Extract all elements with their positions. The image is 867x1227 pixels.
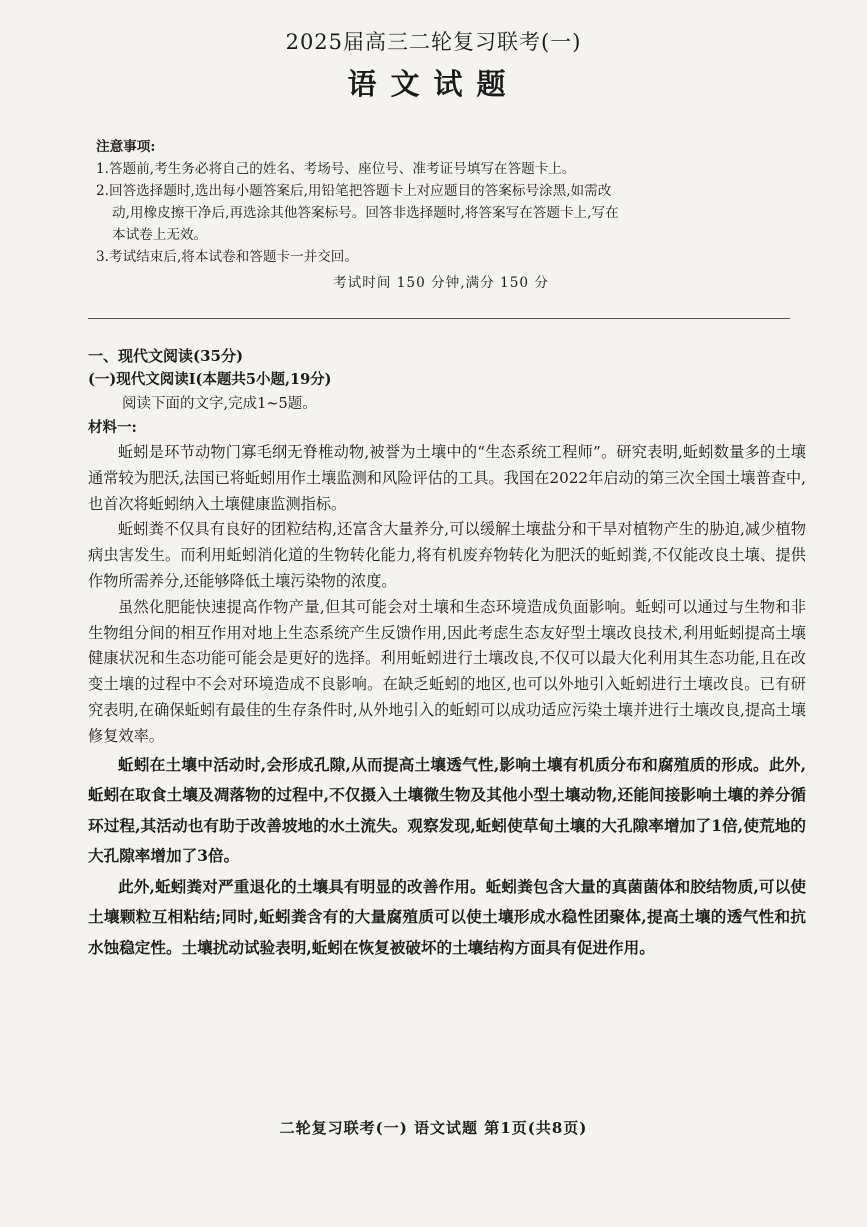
exam-title: 2025届高三二轮复习联考(一) <box>285 30 582 54</box>
notice-title: 注意事项: <box>96 139 156 155</box>
paragraph-1: 蚯蚓是环节动物门寡毛纲无脊椎动物,被誉为土壤中的“生态系统工程师”。研究表明,蚯蚓数量多的土壤通常较为肥沃,法国已将蚯蚓用作土壤监测和风险评估的工具。我国在2022年启动的第三次全国土壤普查中,也首次将蚯蚓纳入土壤健康监测指标。 <box>88 443 806 513</box>
material-title: 材料一: <box>88 419 137 436</box>
notice-block <box>96 136 786 294</box>
exam-subject: 语文试题 <box>347 67 520 101</box>
notice-item-2c: 本试卷上无效。 <box>112 227 208 243</box>
paragraph-3: 虽然化肥能快速提高作物产量,但其可能会对土壤和生态环境造成负面影响。蚯蚓可以通过与生物和非生物组分间的相互作用对地上生态系统产生反馈作用,因此考虑生态友好型土壤改良技术,利用蚯蚓提高土壤健康状况和生态功能可能会是更好的选择。利用蚯蚓进行土壤改良,不仅可以最大化利用其生态功能,且在改变土壤的过程中不会对环境造成不良影响。在缺乏蚯蚓的地区,也可以外地引入蚯蚓进行土壤改良。已有研究表明,在确保蚯蚓有最佳的生存条件时,从外地引入的蚯蚓可以成功适应污染土壤并进行土壤改良,提高土壤修复效率。 <box>88 597 806 745</box>
paragraph-2: 蚯蚓粪不仅具有良好的团粒结构,还富含大量养分,可以缓解土壤盐分和干旱对植物产生的胁迫,减少植物病虫害发生。而利用蚯蚓消化道的生物转化能力,将有机废弃物转化为肥沃的蚯蚓粪,不仅能改良土壤、提供作物所需养分,还能够降低土壤污染物的浓度。 <box>88 520 806 590</box>
notice-item-2b: 动,用橡皮擦干净后,再选涂其他答案标号。回答非选择题时,将答案写在答题卡上,写在 <box>112 205 619 221</box>
notice-item-3: 3.考试结束后,将本试卷和答题卡一并交回。 <box>96 249 358 265</box>
instruction: 阅读下面的文字,完成1~5题。 <box>122 396 317 412</box>
notice-item-1: 1.答题前,考生务必将自己的姓名、考场号、座位号、准考证号填写在答题卡上。 <box>96 161 576 177</box>
paragraph-5: 此外,蚯蚓粪对严重退化的土壤具有明显的改善作用。蚯蚓粪包含大量的真菌菌体和胶结物质,可以使土壤颗粒互相粘结;同时,蚯蚓粪含有的大量腐殖质可以使土壤形成水稳性团聚体,提高土壤的透气性和抗水蚀稳定性。土壤扰动试验表明,蚯蚓在恢复被破坏的土壤结构方面具有促进作用。 <box>88 876 806 957</box>
section-title: 一、现代文阅读(35分) <box>88 347 244 365</box>
reading-section <box>88 344 806 963</box>
notice-item-2a: 2.回答选择题时,选出每小题答案后,用铅笔把答题卡上对应题目的答案标号涂黑,如需改 <box>96 183 612 199</box>
exam-time: 考试时间 150 分钟,满分 150 分 <box>333 275 549 291</box>
sub-section-title: (一)现代文阅读Ⅰ(本题共5小题,19分) <box>88 371 332 388</box>
divider <box>88 318 790 319</box>
paragraph-4: 蚯蚓在土壤中活动时,会形成孔隙,从而提高土壤透气性,影响土壤有机质分布和腐殖质的形成。此外,蚯蚓在取食土壤及凋落物的过程中,不仅摄入土壤微生物及其他小型土壤动物,还能间接影响土壤的养分循环过程,其活动也有助于改善坡地的水土流失。观察发现,蚯蚓使草甸土壤的大孔隙率增加了1倍,使荒地的大孔隙率增加了3倍。 <box>88 754 806 866</box>
exam-header <box>0 28 867 104</box>
page-footer: 二轮复习联考(一) 语文试题 第1页(共8页) <box>279 1119 588 1137</box>
